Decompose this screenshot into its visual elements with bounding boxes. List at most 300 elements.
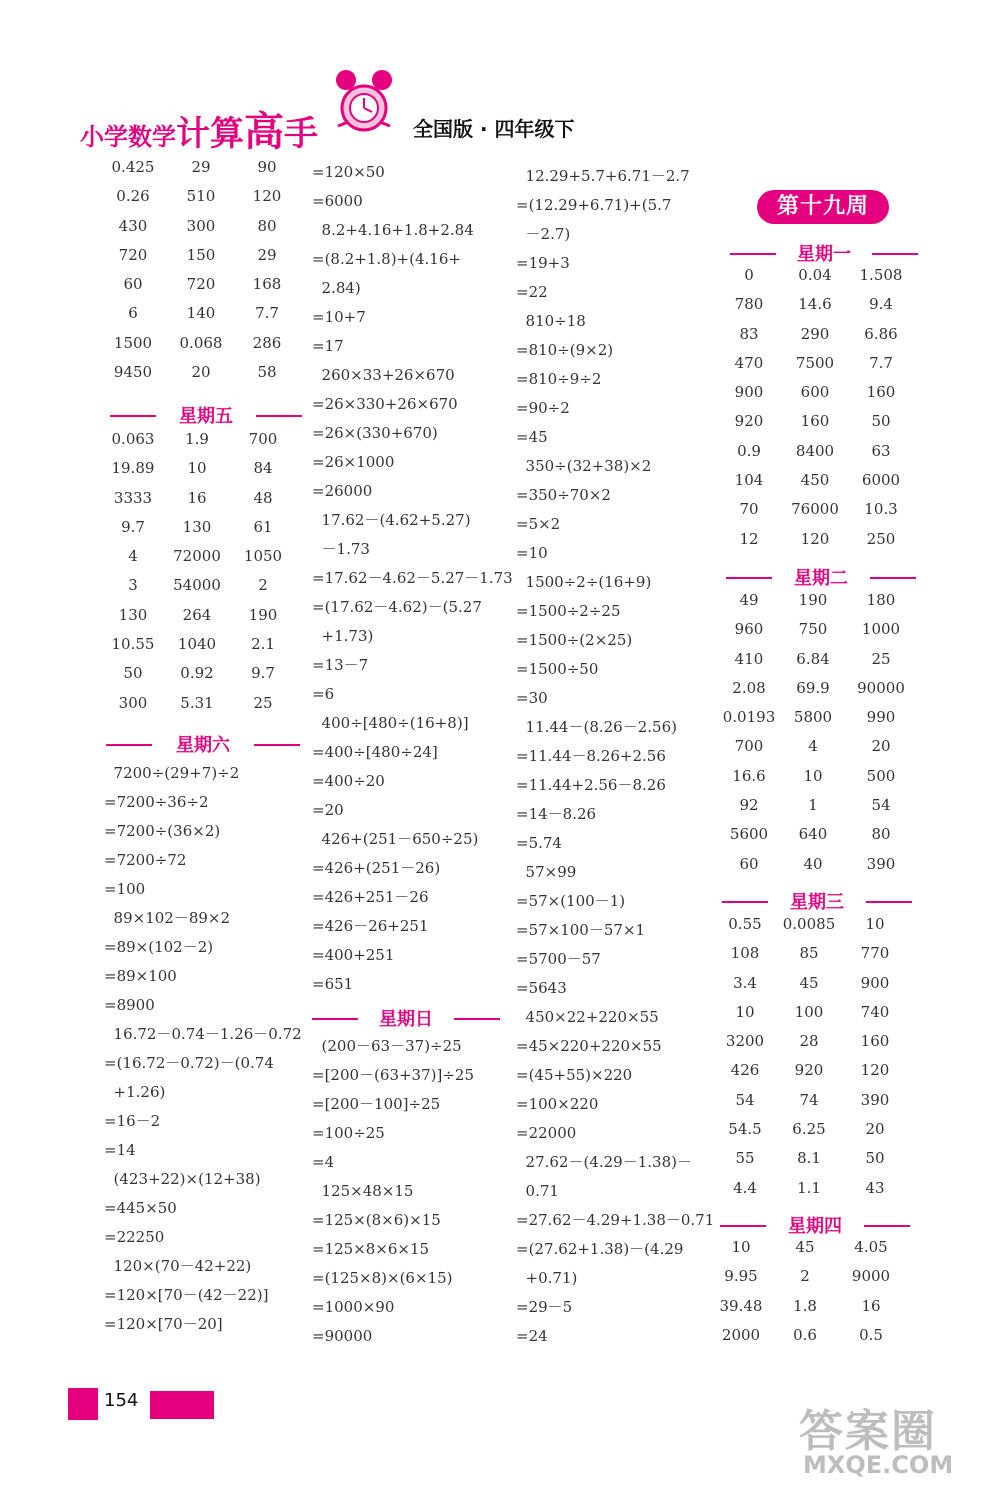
answer-cell: 700: [734, 737, 764, 756]
answer-cell: 28: [799, 1032, 819, 1051]
answer-cell: 0.425: [111, 158, 155, 176]
calc-line: 11.44－(8.26－2.56): [516, 718, 677, 736]
answer-cell: 0.0193: [722, 708, 776, 727]
answer-cell: 450: [800, 471, 830, 490]
answer-cell: 0: [744, 266, 754, 284]
answer-cell: 108: [730, 944, 760, 963]
answer-cell: 76000: [791, 500, 839, 519]
answer-cell: 300: [118, 693, 148, 712]
divider: [726, 577, 772, 579]
answer-cell: 4: [128, 547, 138, 566]
answer-cell: 6.25: [792, 1120, 826, 1139]
calc-line: +1.73): [312, 627, 374, 645]
calc-line: =22250: [104, 1228, 165, 1246]
answer-cell: 0.9: [737, 441, 761, 460]
answer-cell: 39.48: [719, 1296, 763, 1315]
answer-cell: 49: [739, 591, 759, 609]
day-header-sunday: [312, 1005, 500, 1031]
answer-cell: 160: [800, 412, 830, 431]
calc-line: =89×(102－2): [104, 938, 214, 956]
calc-line: =30: [516, 689, 548, 707]
answer-cell: 960: [734, 620, 764, 639]
answer-cell: 10.55: [111, 635, 155, 654]
answer-cell: 16: [187, 488, 207, 507]
calc-line: =20: [312, 801, 344, 819]
calc-line: =125×8×6×15: [312, 1240, 430, 1258]
answer-cell: 900: [860, 973, 890, 992]
answer-cell: 300: [186, 216, 216, 235]
answer-cell: 10: [187, 459, 207, 478]
answer-cell: 20: [871, 737, 891, 756]
answer-cell: 190: [798, 591, 828, 609]
answer-cell: 104: [734, 471, 764, 490]
divider: [722, 901, 768, 903]
divider: [106, 744, 152, 746]
answer-cell: 60: [739, 854, 759, 873]
divider: [730, 253, 776, 255]
calc-line: =13－7: [312, 656, 369, 674]
divider: [110, 415, 156, 417]
answer-cell: 1.8: [793, 1296, 817, 1315]
answer-cell: 20: [191, 363, 211, 382]
calc-line: =1500÷50: [516, 660, 599, 678]
calc-line: 27.62－(4.29－1.38)－: [516, 1153, 692, 1171]
calc-line: 400÷[480÷(16+8)]: [312, 714, 469, 732]
calc-line: =400÷[480÷24]: [312, 743, 438, 761]
answer-cell: 50: [865, 1149, 885, 1168]
calc-line: =57×100－57×1: [516, 921, 646, 939]
day-header-saturday: [106, 731, 300, 757]
answer-cell: 720: [118, 245, 148, 264]
calc-line: =5643: [516, 979, 567, 997]
answer-cell: 80: [257, 216, 277, 235]
answer-cell: 8.1: [797, 1149, 821, 1168]
divider: [866, 901, 912, 903]
page-number: 154: [104, 1390, 139, 1411]
calc-line: 7200÷(29+7)÷2: [104, 764, 240, 782]
divider: [312, 1018, 358, 1020]
answer-cell: 720: [186, 275, 216, 294]
calc-line: 1500÷2÷(16+9): [516, 573, 652, 591]
answer-cell: 770: [860, 944, 890, 963]
answer-cell: 54000: [173, 576, 221, 595]
answer-cell: 1: [808, 796, 818, 815]
answer-cell: 0.5: [859, 1325, 883, 1344]
calc-line: =400÷20: [312, 772, 385, 790]
calc-line: =1500÷2÷25: [516, 602, 621, 620]
answer-cell: 9.95: [724, 1267, 758, 1286]
answer-cell: 55: [735, 1149, 755, 1168]
calc-line: －2.7): [516, 225, 571, 243]
answer-cell: 920: [734, 412, 764, 431]
title-part-2: 计算: [176, 114, 244, 154]
calc-line: =651: [312, 975, 354, 993]
answer-cell: 0.04: [798, 266, 832, 284]
calc-line: =14－8.26: [516, 805, 597, 823]
calc-line: =14: [104, 1141, 136, 1159]
answer-cell: 40: [803, 854, 823, 873]
answer-cell: 5800: [793, 708, 833, 727]
calc-line: =(12.29+6.71)+(5.7: [516, 196, 672, 214]
calc-line: －1.73: [312, 540, 370, 558]
answer-cell: 1040: [177, 635, 217, 654]
answer-cell: 50: [123, 664, 143, 683]
answer-cell: 90: [257, 158, 277, 176]
title-part-1: 小学数学: [80, 123, 176, 151]
answer-cell: 1.1: [797, 1178, 821, 1197]
answer-cell: 25: [253, 693, 273, 712]
calc-line: =10: [516, 544, 548, 562]
answer-cell: 0.6: [793, 1325, 817, 1344]
calc-line: +1.26): [104, 1083, 166, 1101]
calc-line: =24: [516, 1327, 548, 1345]
answer-cell: 8400: [795, 441, 835, 460]
calc-line: =26×(330+670): [312, 424, 438, 442]
calc-line: 810÷18: [516, 312, 586, 330]
answer-cell: 130: [182, 517, 212, 536]
col2-top-answers: [312, 158, 513, 999]
calc-line: =26×330+26×670: [312, 395, 458, 413]
calc-line: =17: [312, 337, 344, 355]
answer-cell: 60: [123, 275, 143, 294]
calc-line: =100×220: [516, 1095, 599, 1113]
calc-line: =(45+55)×220: [516, 1066, 633, 1084]
answer-cell: 2: [800, 1267, 810, 1286]
calc-line: 0.71: [516, 1182, 559, 1200]
calc-line: =10+7: [312, 308, 366, 326]
book-title: [80, 100, 318, 157]
answer-cell: 2.08: [732, 678, 766, 697]
answer-cell: 69.9: [796, 678, 830, 697]
divider: [864, 1225, 910, 1227]
answer-cell: 1.508: [859, 266, 903, 284]
answer-cell: 10: [803, 766, 823, 785]
calc-line: (200－63－37)÷25: [312, 1037, 462, 1055]
answer-cell: 168: [252, 275, 282, 294]
divider: [254, 744, 300, 746]
answer-cell: 920: [794, 1061, 824, 1080]
calc-line: =7200÷(36×2): [104, 822, 221, 840]
calc-line: =[200－100]÷25: [312, 1095, 441, 1113]
answer-cell: 84: [253, 459, 273, 478]
calc-line: =810÷(9×2): [516, 341, 614, 359]
day-label: 星期二: [794, 568, 848, 589]
answer-cell: 0.55: [728, 915, 762, 933]
answer-cell: 190: [248, 605, 278, 624]
calc-line: 260×33+26×670: [312, 366, 455, 384]
calc-line: 426+(251－650÷25): [312, 830, 479, 848]
calc-line: =350÷70×2: [516, 486, 611, 504]
answer-cell: 990: [866, 708, 896, 727]
calc-line: =22000: [516, 1124, 577, 1142]
answer-cell: 80: [871, 825, 891, 844]
calc-line: =100: [104, 880, 146, 898]
answer-cell: 510: [186, 187, 216, 206]
answer-cell: 640: [798, 825, 828, 844]
answer-cell: 160: [860, 1032, 890, 1051]
answer-cell: 54: [735, 1090, 755, 1109]
calc-line: =7200÷72: [104, 851, 187, 869]
answer-cell: 45: [799, 973, 819, 992]
calc-line: =22: [516, 283, 548, 301]
calc-line: =810÷9÷2: [516, 370, 602, 388]
answer-cell: 0.068: [179, 333, 223, 352]
answer-cell: 25: [871, 649, 891, 668]
watermark-line-2: MXQE.COM: [803, 1451, 954, 1479]
answer-cell: 5600: [729, 825, 769, 844]
answer-cell: 7.7: [869, 353, 893, 372]
answer-cell: 9000: [851, 1267, 891, 1286]
calc-line: =(27.62+1.38)－(4.29: [516, 1240, 684, 1258]
mascot-icon: [328, 66, 400, 136]
calc-line: =4: [312, 1153, 335, 1171]
answer-cell: 54: [871, 796, 891, 815]
answer-cell: 6000: [861, 471, 901, 490]
calc-line: =[200－(63+37)]÷25: [312, 1066, 475, 1084]
day-header-tuesday: [726, 564, 916, 590]
footer-bar-decoration: [150, 1391, 214, 1419]
answer-cell: 1000: [861, 620, 901, 639]
calc-line: =6: [312, 685, 335, 703]
calc-line: 120×(70－42+22): [104, 1257, 252, 1275]
footer-tab-decoration: [68, 1388, 98, 1420]
answer-cell: 470: [734, 353, 764, 372]
day-header-wednesday: [722, 888, 912, 914]
answer-cell: 48: [253, 488, 273, 507]
calc-line: =5.74: [516, 834, 562, 852]
answer-cell: 61: [253, 517, 273, 536]
answer-cell: 45: [795, 1238, 815, 1256]
answer-cell: 9.7: [121, 517, 145, 536]
calc-line: 8.2+4.16+1.8+2.84: [312, 221, 474, 239]
calc-line: 16.72－0.74－1.26－0.72: [104, 1025, 302, 1043]
answer-cell: 3: [128, 576, 138, 595]
day-label: 星期日: [379, 1009, 433, 1030]
answer-cell: 150: [186, 245, 216, 264]
answer-cell: 4: [808, 737, 818, 756]
calc-line: 17.62－(4.62+5.27): [312, 511, 471, 529]
calc-line: =7200÷36÷2: [104, 793, 209, 811]
calc-line: =26000: [312, 482, 373, 500]
watermark: [799, 1395, 984, 1480]
calc-line: =400+251: [312, 946, 395, 964]
answer-cell: 14.6: [798, 295, 832, 314]
answer-cell: 72000: [173, 547, 221, 566]
answer-cell: 410: [734, 649, 764, 668]
calc-line: =26×1000: [312, 453, 395, 471]
sunday-answers: [312, 1032, 474, 1351]
calc-line: =5×2: [516, 515, 561, 533]
answer-cell: 500: [866, 766, 896, 785]
divider: [870, 577, 916, 579]
answer-cell: 7.7: [255, 304, 279, 323]
answer-cell: 160: [866, 383, 896, 402]
calc-line: =120×50: [312, 163, 385, 181]
answer-cell: 2: [258, 576, 268, 595]
calc-line: 12.29+5.7+6.71－2.7: [516, 167, 690, 185]
answer-cell: 0.0085: [782, 915, 836, 933]
calc-line: =8900: [104, 996, 155, 1014]
calc-line: =45×220+220×55: [516, 1037, 662, 1055]
answer-cell: 85: [799, 944, 819, 963]
calc-line: =5700－57: [516, 950, 601, 968]
divider: [454, 1018, 500, 1020]
answer-cell: 130: [118, 605, 148, 624]
answer-cell: 58: [257, 363, 277, 382]
calc-line: 57×99: [516, 863, 577, 881]
calc-line: =57×(100－1): [516, 892, 626, 910]
calc-line: (423+22)×(12+38): [104, 1170, 261, 1188]
calc-line: =426+(251－26): [312, 859, 441, 877]
answer-cell: 1500: [113, 333, 153, 352]
answer-cell: 63: [871, 441, 891, 460]
answer-cell: 120: [800, 529, 830, 548]
calc-line: =(17.62－4.62)－(5.27: [312, 598, 482, 616]
answer-cell: 43: [865, 1178, 885, 1197]
answer-cell: 700: [248, 430, 278, 448]
answer-cell: 426: [730, 1061, 760, 1080]
answer-cell: 50: [871, 412, 891, 431]
answer-cell: 290: [800, 324, 830, 343]
answer-cell: 10.3: [864, 500, 898, 519]
calc-line: =1000×90: [312, 1298, 395, 1316]
answer-cell: 2000: [721, 1325, 761, 1344]
answer-cell: 0.92: [180, 664, 214, 683]
answer-cell: 19.89: [111, 459, 155, 478]
calc-line: 89×102－89×2: [104, 909, 231, 927]
calc-line: =445×50: [104, 1199, 177, 1217]
answer-cell: 29: [257, 245, 277, 264]
calc-line: =11.44－8.26+2.56: [516, 747, 666, 765]
answer-cell: 1.9: [185, 430, 209, 448]
answer-cell: 54.5: [728, 1120, 762, 1139]
answer-cell: 180: [866, 591, 896, 609]
day-label: 星期三: [790, 892, 844, 913]
calc-line: =(125×8)×(6×15): [312, 1269, 453, 1287]
answer-cell: 6.84: [796, 649, 830, 668]
answer-cell: 120: [860, 1061, 890, 1080]
calc-line: =90÷2: [516, 399, 570, 417]
answer-cell: 0.063: [111, 430, 155, 448]
answer-cell: 3333: [113, 488, 153, 507]
calc-line: =1500÷(2×25): [516, 631, 633, 649]
calc-line: 450×22+220×55: [516, 1008, 659, 1026]
divider: [872, 253, 918, 255]
title-part-3: 高: [244, 109, 284, 155]
day-header-monday: [730, 240, 918, 266]
answer-cell: 3.4: [733, 973, 757, 992]
day-label: 星期六: [176, 735, 230, 756]
answer-cell: 286: [252, 333, 282, 352]
answer-cell: 29: [191, 158, 211, 176]
answer-cell: 120: [252, 187, 282, 206]
day-header-thursday: [720, 1212, 910, 1238]
calc-line: =120×[70－(42－22)]: [104, 1286, 269, 1304]
calc-line: 125×48×15: [312, 1182, 414, 1200]
calc-line: =90000: [312, 1327, 373, 1345]
answer-cell: 390: [860, 1090, 890, 1109]
calc-line: =120×[70－20]: [104, 1315, 223, 1333]
calc-line: =16－2: [104, 1112, 161, 1130]
calc-line: 2.84): [312, 279, 361, 297]
col3-answers: [516, 162, 714, 1351]
answer-cell: 10: [865, 915, 885, 933]
answer-cell: 100: [794, 1002, 824, 1021]
answer-cell: 0.26: [116, 187, 150, 206]
calc-line: =100÷25: [312, 1124, 385, 1142]
calc-line: =89×100: [104, 967, 177, 985]
answer-cell: 390: [866, 854, 896, 873]
answer-cell: 9.4: [869, 295, 893, 314]
saturday-answers: [104, 759, 302, 1339]
day-header-friday: [110, 402, 302, 428]
calc-line: =(16.72－0.72)－(0.74: [104, 1054, 274, 1072]
answer-cell: 6: [128, 304, 138, 323]
answer-cell: 10: [735, 1002, 755, 1021]
answer-cell: 9450: [113, 363, 153, 382]
calc-line: =(8.2+1.8)+(4.16+: [312, 250, 461, 268]
answer-cell: 1050: [243, 547, 283, 566]
answer-cell: 740: [860, 1002, 890, 1021]
week-badge: 第十九周: [757, 190, 889, 224]
calc-line: 350÷(32+38)×2: [516, 457, 652, 475]
answer-cell: 3200: [725, 1032, 765, 1051]
calc-line: =29－5: [516, 1298, 573, 1316]
day-label: 星期四: [788, 1216, 842, 1237]
answer-cell: 9.7: [251, 664, 275, 683]
calc-line: =426－26+251: [312, 917, 429, 935]
answer-cell: 20: [865, 1120, 885, 1139]
answer-cell: 6.86: [864, 324, 898, 343]
watermark-line-1: 答案圈: [799, 1406, 937, 1457]
answer-cell: 2.1: [251, 635, 275, 654]
answer-cell: 4.4: [733, 1178, 757, 1197]
answer-cell: 12: [739, 529, 759, 548]
day-label: 星期一: [797, 244, 851, 265]
answer-cell: 140: [186, 304, 216, 323]
answer-cell: 250: [866, 529, 896, 548]
divider: [256, 415, 302, 417]
calc-line: =17.62－4.62－5.27－1.73: [312, 569, 513, 587]
answer-cell: 600: [800, 383, 830, 402]
calc-line: +0.71): [516, 1269, 578, 1287]
answer-cell: 7500: [795, 353, 835, 372]
calc-line: =426+251－26: [312, 888, 429, 906]
calc-line: =27.62－4.29+1.38－0.71: [516, 1211, 715, 1229]
title-part-4: 手: [284, 114, 318, 154]
answer-cell: 74: [799, 1090, 819, 1109]
answer-cell: 92: [739, 796, 759, 815]
answer-cell: 430: [118, 216, 148, 235]
answer-cell: 780: [734, 295, 764, 314]
answer-cell: 10: [731, 1238, 751, 1256]
answer-cell: 16.6: [732, 766, 766, 785]
answer-cell: 16: [861, 1296, 881, 1315]
calc-line: =125×(8×6)×15: [312, 1211, 441, 1229]
answer-cell: 83: [739, 324, 759, 343]
answer-cell: 70: [739, 500, 759, 519]
divider: [720, 1225, 766, 1227]
day-label: 星期五: [179, 406, 233, 427]
answer-cell: 264: [182, 605, 212, 624]
calc-line: =45: [516, 428, 548, 446]
answer-cell: 750: [798, 620, 828, 639]
calc-line: =11.44+2.56－8.26: [516, 776, 666, 794]
answer-cell: 90000: [857, 678, 905, 697]
calc-line: =19+3: [516, 254, 570, 272]
answer-cell: 900: [734, 383, 764, 402]
answer-cell: 4.05: [854, 1238, 888, 1256]
